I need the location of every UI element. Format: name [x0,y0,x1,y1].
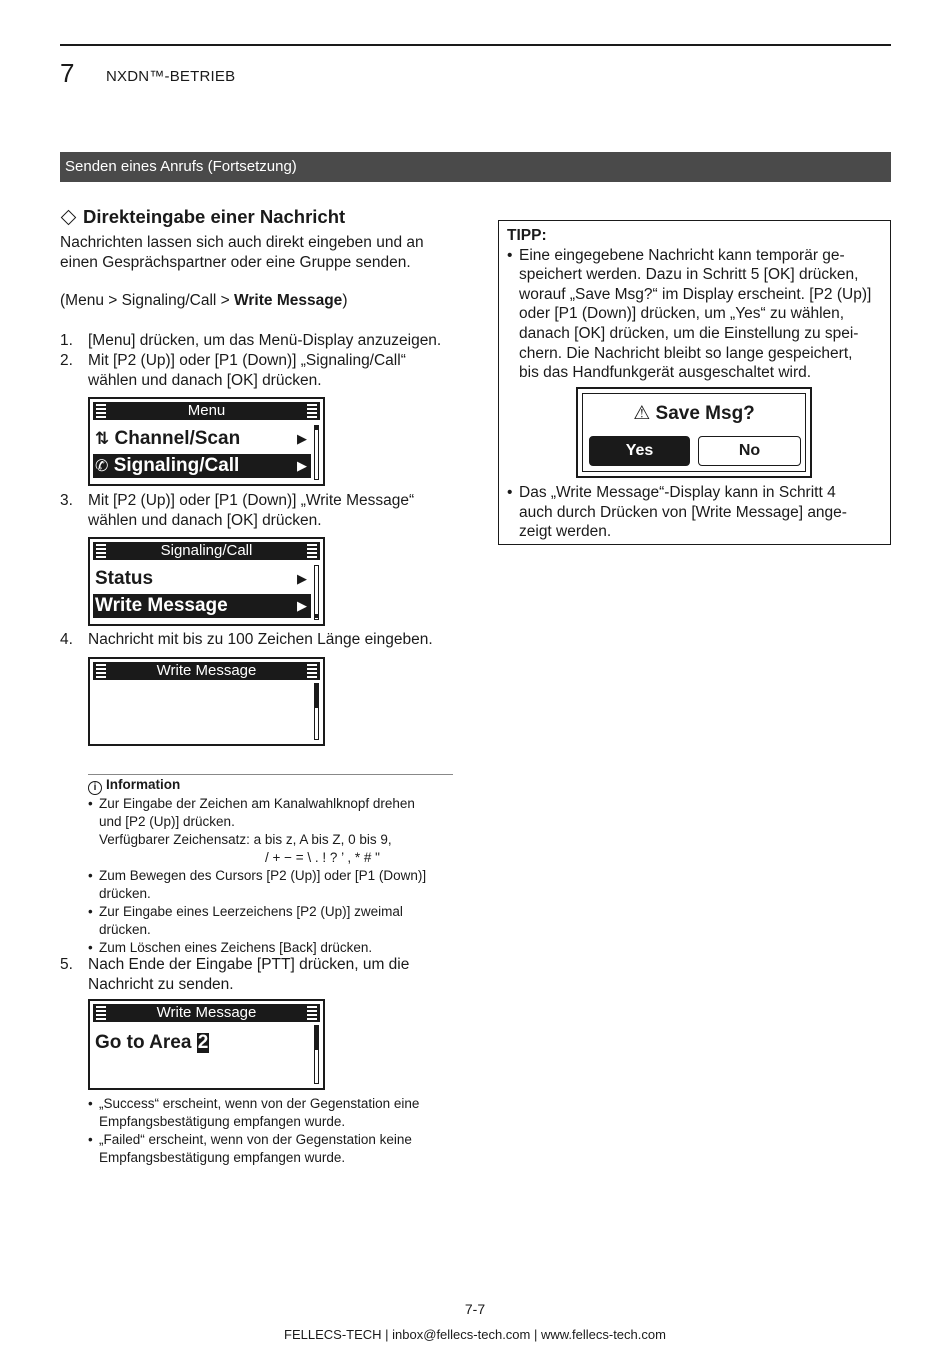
yes-button: Yes [589,436,690,466]
menu-path: (Menu > Signaling/Call > Write Message) [60,292,348,309]
scrollbar [314,425,319,480]
tip-content [507,226,885,383]
tip-item-2-wrap [507,483,885,542]
step-1: 1. [Menu] drücken, um das Menü-Display anzuzeigen. [60,332,442,349]
right-triangle-icon: ▶ [297,571,307,586]
lcd-signaling-display: Signaling/Call Status ▶ Write Message ▶ [88,537,325,626]
result-notes [88,1095,458,1167]
right-triangle-icon: ▶ [297,598,307,613]
chapter-title: NXDN™-BETRIEB [106,68,236,85]
message-text: Go to Area 2 [95,1032,209,1053]
bullet-icon: • [88,796,93,811]
no-button: No [698,436,801,466]
tip-item-1: • Eine eingegebene Nachricht kann temporär ge- speichert werden. Dazu in Schritt 5 [OK] drücken, worauf „Save Msg?“ im Display erscheint. [P2 (Up)] oder [P1 (Down)] drücken, um „Yes“ zu wählen, danach [OK] drücken, um die Einstellung zu spei- chern. Die Nachricht bleibt so lange gespeichert, bis das Handfunkgerät ausgeschaltet wird. [507,246,872,382]
scrollbar [314,683,319,740]
info-icon: i [88,781,102,795]
bullet-icon: • [88,1096,93,1111]
scrollbar [314,1025,319,1084]
text-cursor: 2 [197,1032,209,1053]
top-rule [60,44,891,46]
bullet-icon: • [507,484,513,501]
tip-item-2: • Das „Write Message“-Display kann in Schritt 4 auch durch Drücken von [Write Message] ange- zeigt werden. [507,484,847,541]
warning-icon: ⚠ [633,403,651,424]
step-3: 3. Mit [P2 (Up)] oder [P1 (Down)] „Write Message“ wählen und danach [OK] drücken. [60,492,415,529]
menu-item-signaling-call: ✆ Signaling/Call ▶ [93,454,311,478]
info-item: • Zum Bewegen des Cursors [P2 (Up)] oder [P1 (Down)] drücken. [88,868,427,901]
menu-lines-icon [307,404,317,418]
page-number: 7-7 [464,1301,486,1317]
save-msg-display [576,387,812,478]
step-4: 4. Nachricht mit bis zu 100 Zeichen Länge eingeben. [60,631,433,648]
menu-lines-icon [96,664,106,678]
right-triangle-icon: ▶ [297,458,307,473]
dialog-title: ⚠ Save Msg? [633,403,755,424]
information-block: i Information • Zur Eingabe der Zeichen am Kanalwahlknopf drehen und [P2 (Up)] drücken. Verfügbarer Zeichensatz: a bis z, A bis Z, 0 bis 9, / + − = \ . ! ? ’ , * # " • Zum Bewegen des Cursors [P2 (Up)] oder [P1 (Down)] drücken. • Zur Eingabe eines Leerzeichens [P2 (Up)] zweimal drücken. • Zum Löschen eines Zeichens [Back] drücken. [88,776,458,957]
step-2: 2. Mit [P2 (Up)] oder [P1 (Down)] „Signaling/Call“ wählen und danach [OK] drücken. [60,352,406,389]
menu-item-status: Status ▶ [95,568,307,589]
info-item: • Zur Eingabe eines Leerzeichens [P2 (Up)] zweimal drücken. [88,904,403,937]
menu-lines-icon [96,1006,106,1020]
info-item: • Zur Eingabe der Zeichen am Kanalwahlknopf drehen und [P2 (Up)] drücken. Verfügbarer Zeichensatz: a bis z, A bis Z, 0 bis 9, / + − = \ . ! ? ’ , * # " [88,796,415,865]
menu-lines-icon [307,664,317,678]
menu-lines-icon [96,404,106,418]
menu-lines-icon [307,544,317,558]
bullet-icon: • [88,940,93,955]
note-failed: • „Failed“ erscheint, wenn von der Gegenstation keine Empfangsbestätigung empfangen wurde. [88,1132,412,1165]
menu-item-channel-scan: ⇅ Channel/Scan ▶ [95,428,307,449]
menu-lines-icon [96,544,106,558]
menu-lines-icon [307,1006,317,1020]
menu-item-write-message: Write Message ▶ [93,594,311,618]
lcd-menu-display: Menu ⇅ Channel/Scan ▶ ✆ Signaling/Call ▶ [88,397,325,486]
footer-text: FELLECS-TECH | inbox@fellecs-tech.com | www.fellecs-tech.com [284,1327,666,1342]
note-success: • „Success“ erscheint, wenn von der Gegenstation eine Empfangsbestätigung empfangen wurde. [88,1096,420,1129]
phone-handset-icon: ✆ [95,458,109,475]
diamond-icon [61,209,77,225]
bullet-icon: • [88,1132,93,1147]
section-heading [60,206,345,228]
section-bar: Senden eines Anrufs (Fortsetzung) [60,152,891,182]
lcd-write-message-empty: Write Message [88,657,325,746]
lcd-write-message-filled: Write Message Go to Area 2 [88,999,325,1090]
heading-text: Direkteingabe einer Nachricht [83,206,346,227]
bullet-icon: • [88,868,93,883]
chapter-number: 7 [60,58,75,88]
up-down-arrows-icon: ⇅ [95,429,110,448]
bullet-icon: • [507,246,513,264]
information-rule [88,774,453,775]
step-5: 5. Nach Ende der Eingabe [PTT] drücken, um die Nachricht zu senden. [60,956,410,993]
right-triangle-icon: ▶ [297,431,307,446]
scrollbar [314,565,319,620]
tip-title: TIPP: [507,227,547,244]
info-item: • Zum Löschen eines Zeichens [Back] drücken. [88,940,373,955]
bullet-icon: • [88,904,93,919]
intro-paragraph: Nachrichten lassen sich auch direkt eingeben und an einen Gesprächspartner oder eine Gruppe senden. [60,234,424,271]
